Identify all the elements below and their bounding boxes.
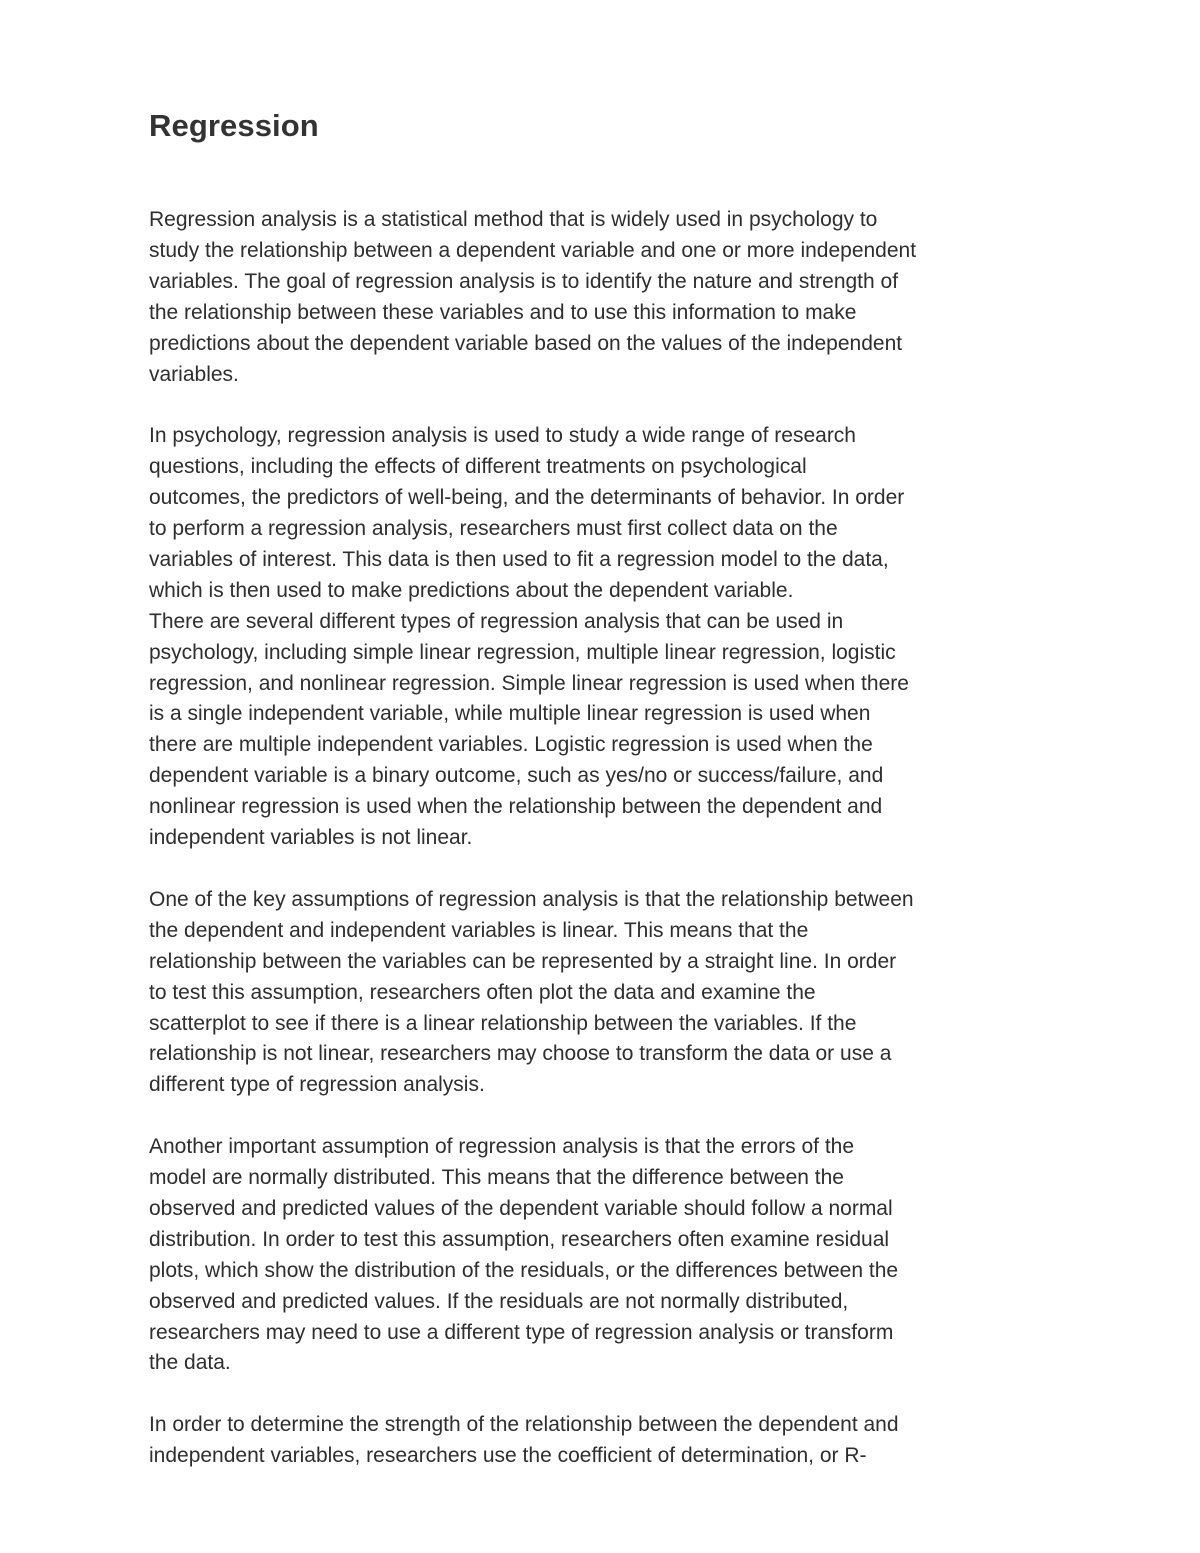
paragraph-4 [149,885,1049,1101]
text-line: independent variables, researchers use the coefficient of determination, or R- [149,1444,867,1468]
paragraph-3 [149,607,1049,854]
text-line: There are several different types of regression analysis that can be used in [149,609,844,633]
text-line: variables. The goal of regression analysis is to identify the nature and strength of [149,269,899,293]
paragraph-1 [149,205,1049,390]
paragraph-spacer [149,854,1049,885]
text-line: questions, including the effects of different treatments on psychological [149,455,807,479]
text-line: independent variables is not linear. [149,826,473,850]
text-line: Regression analysis is a statistical method that is widely used in psychology to [149,208,878,231]
text-line: which is then used to make predictions about the dependent variable. [149,578,794,602]
text-line: nonlinear regression is used when the relationship between the dependent and [149,795,883,819]
text-line: different type of regression analysis. [149,1073,485,1097]
text-line: to perform a regression analysis, researchers must first collect data on the [149,517,838,541]
text-line: model are normally distributed. This means that the difference between the [149,1166,844,1190]
text-line: regression, and nonlinear regression. Simple linear regression is used when there [149,671,909,695]
text-line: the relationship between these variables and to use this information to make [149,300,857,324]
text-line: relationship is not linear, researchers may choose to transform the data or use a [149,1042,892,1066]
text-line: variables. [149,362,239,386]
text-line: psychology, including simple linear regression, multiple linear regression, logistic [149,640,896,664]
paragraph-6 [149,1410,1049,1472]
text-line: study the relationship between a dependent variable and one or more independent [149,238,917,262]
paragraph-spacer [149,1101,1049,1132]
text-line: predictions about the dependent variable based on the values of the independent [149,331,903,355]
text-line: variables of interest. This data is then used to fit a regression model to the data, [149,547,889,571]
paragraph-5 [149,1132,1049,1379]
text-line: there are multiple independent variables. Logistic regression is used when the [149,733,873,757]
paragraph-2 [149,421,1049,606]
text-line: One of the key assumptions of regression analysis is that the relationship between [149,887,914,911]
text-line: the dependent and independent variables is linear. This means that the [149,918,809,942]
document-body [149,205,1049,1472]
text-line: In order to determine the strength of the relationship between the dependent and [149,1413,899,1437]
text-line: researchers may need to use a different type of regression analysis or transform [149,1320,894,1344]
text-line: plots, which show the distribution of the residuals, or the differences between the [149,1258,899,1282]
paragraph-spacer [149,1379,1049,1410]
text-line: relationship between the variables can be represented by a straight line. In order [149,949,897,973]
text-line: In psychology, regression analysis is used to study a wide range of research [149,424,856,448]
text-line: the data. [149,1351,231,1375]
text-line: dependent variable is a binary outcome, such as yes/no or success/failure, and [149,764,884,788]
text-line: to test this assumption, researchers often plot the data and examine the [149,980,816,1004]
text-line: distribution. In order to test this assumption, researchers often examine residual [149,1227,890,1251]
paragraph-spacer [149,390,1049,421]
text-line: observed and predicted values of the dependent variable should follow a normal [149,1196,893,1220]
text-line: is a single independent variable, while multiple linear regression is used when [149,702,871,726]
text-line: outcomes, the predictors of well-being, and the determinants of behavior. In order [149,486,905,510]
text-line: scatterplot to see if there is a linear relationship between the variables. If the [149,1011,857,1035]
text-line: Another important assumption of regression analysis is that the errors of the [149,1135,855,1159]
text-line: observed and predicted values. If the residuals are not normally distributed, [149,1289,849,1313]
page-title: Regression [149,108,319,143]
